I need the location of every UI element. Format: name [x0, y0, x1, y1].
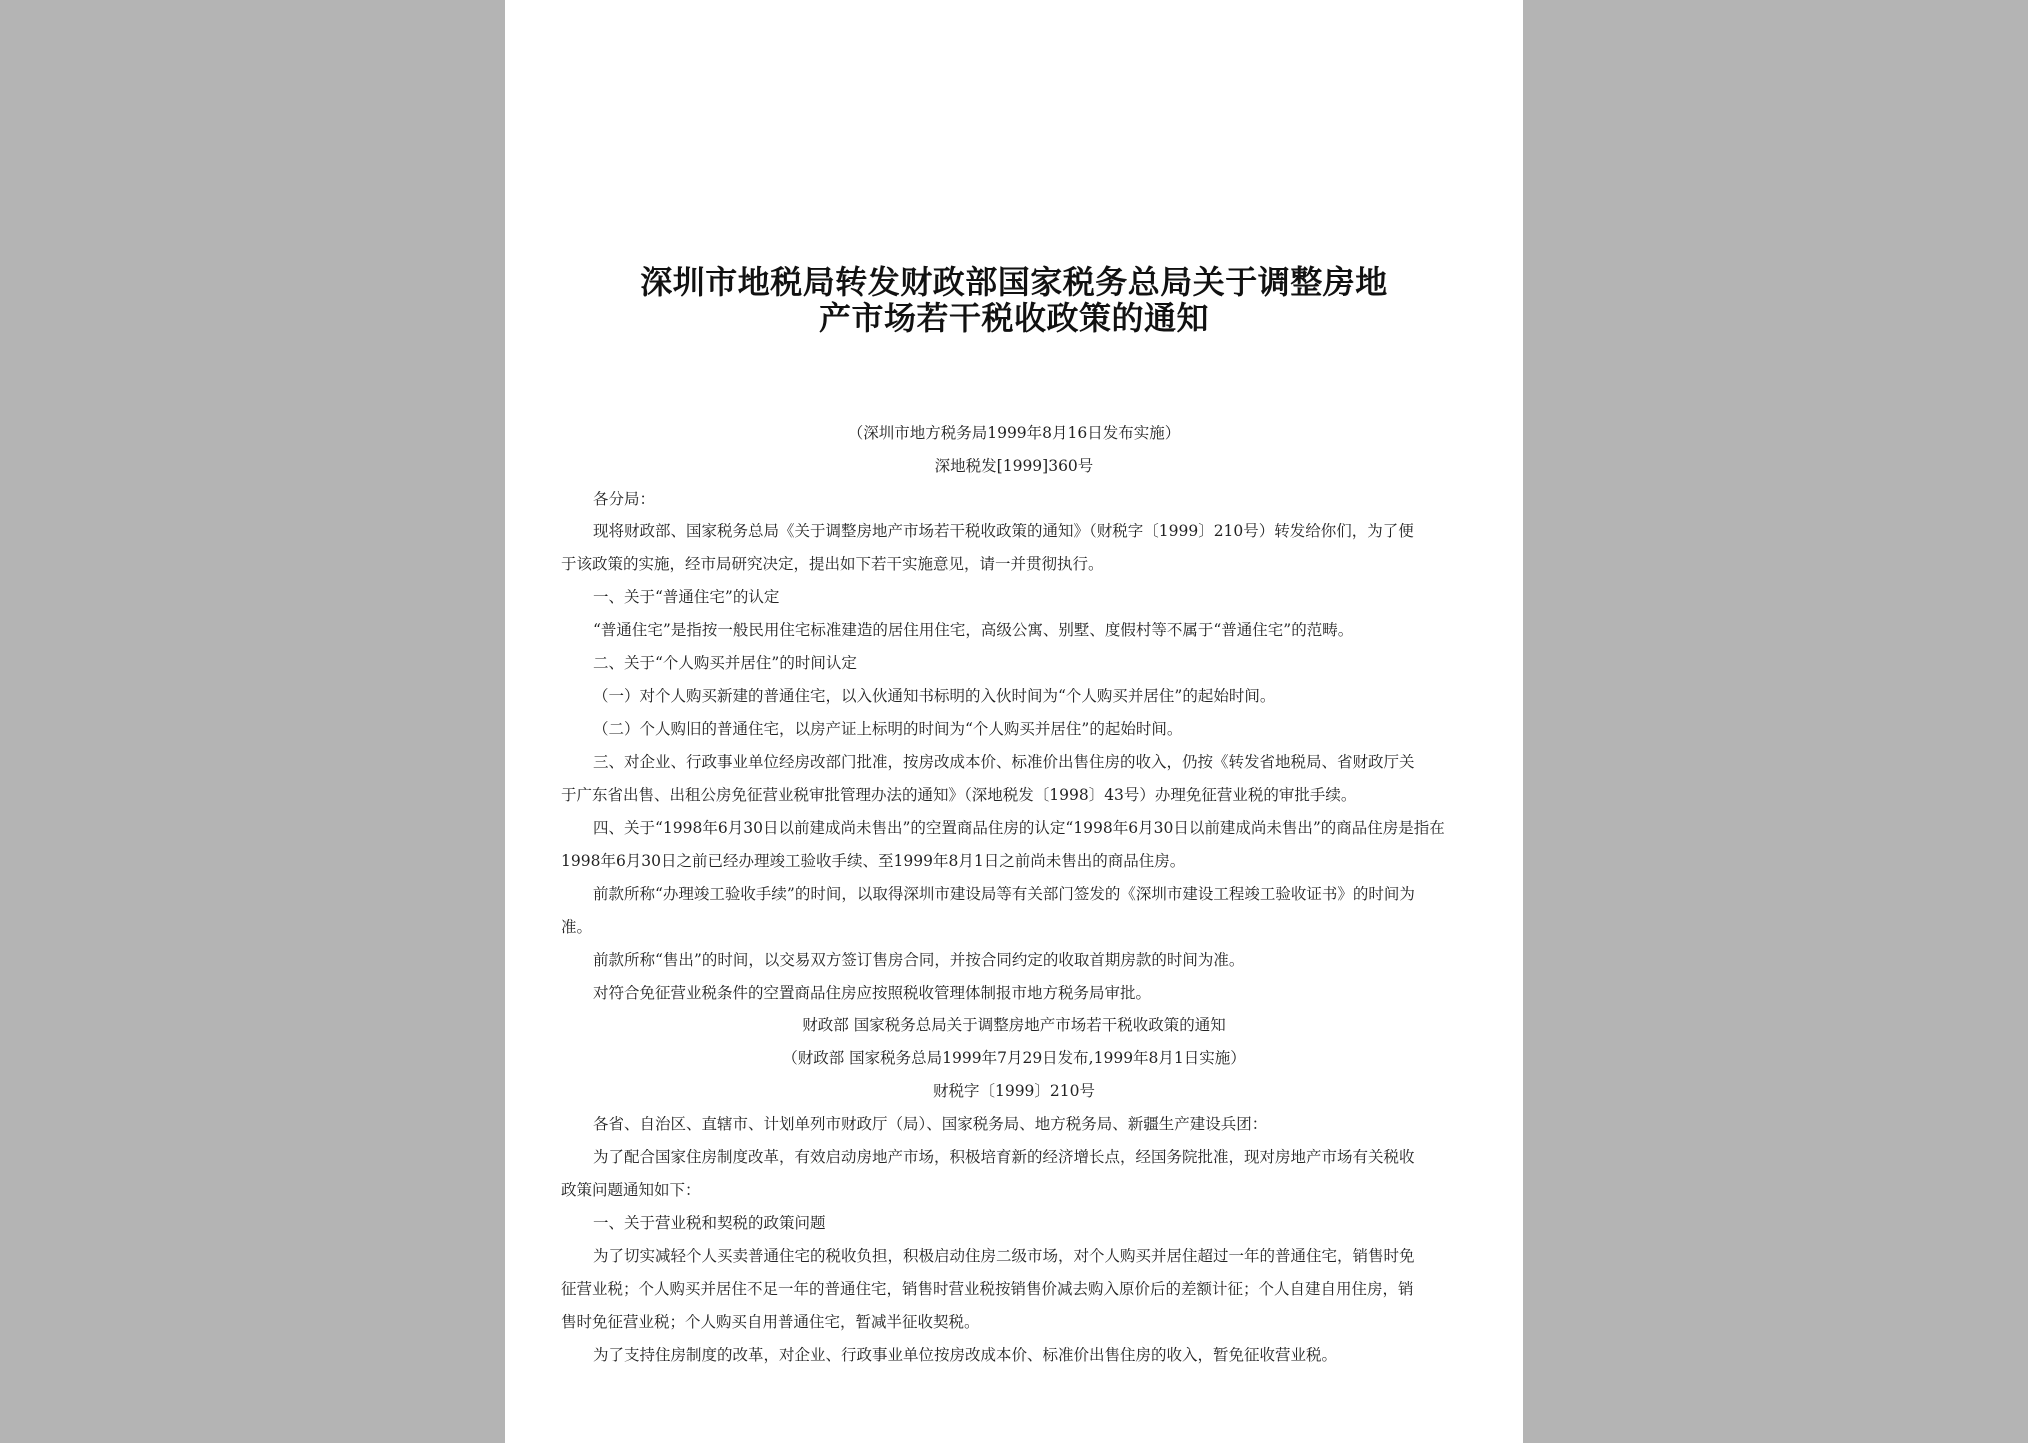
paragraph-line: “普通住宅”是指按一般民用住宅标准建造的居住用住宅，高级公寓、别墅、度假村等不属于“普通住宅”的范畴。	[593, 621, 1354, 639]
paragraph-line: 前款所称“办理竣工验收手续”的时间，以取得深圳市建设局等有关部门签发的《深圳市建设工程竣工验收证书》的时间为	[593, 885, 1415, 903]
paragraph-line: 为了支持住房制度的改革，对企业、行政事业单位按房改成本价、标准价出售住房的收入，暂免征收营业税。	[593, 1346, 1338, 1364]
document-title-line-1: 深圳市地税局转发财政部国家税务总局关于调整房地	[640, 263, 1388, 301]
paragraph-line: 征营业税；个人购买并居住不足一年的普通住宅，销售时营业税按销售价减去购入原价后的差额计征；个人自建自用住房，销	[561, 1280, 1414, 1298]
list-item: （一）对个人购买新建的普通住宅，以入伙通知书标明的入伙时间为“个人购买并居住”的起始时间。	[593, 687, 1276, 705]
paragraph-line: 准。	[561, 918, 593, 936]
paragraph-line: 1998年6月30日之前已经办理竣工验收手续、至1999年8月1日之前尚未售出的商品住房。	[561, 852, 1186, 870]
notice-2-issuer: （财政部 国家税务总局1999年7月29日发布,1999年8月1日实施）	[782, 1049, 1246, 1067]
salutation: 各分局：	[593, 490, 656, 508]
paragraph-line: 四、关于“1998年6月30日以前建成尚未售出”的空置商品住房的认定“1998年6月30日以前建成尚未售出”的商品住房是指在	[593, 819, 1445, 837]
notice-2-number: 财税字〔1999〕210号	[932, 1082, 1096, 1100]
paragraph-line: 政策问题通知如下：	[561, 1181, 701, 1199]
paragraph-line: 为了切实减轻个人买卖普通住宅的税收负担，积极启动住房二级市场，对个人购买并居住超过一年的普通住宅，销售时免	[593, 1247, 1415, 1265]
paragraph-line: 于该政策的实施，经市局研究决定，提出如下若干实施意见，请一并贯彻执行。	[561, 555, 1104, 573]
document-number: 深地税发[1999]360号	[934, 457, 1094, 475]
paragraph-line: 于广东省出售、出租公房免征营业税审批管理办法的通知》（深地税发〔1998〕43号）办理免征营业税的审批手续。	[561, 786, 1357, 804]
paragraph-line: 现将财政部、国家税务总局《关于调整房地产市场若干税收政策的通知》（财税字〔1999〕210号）转发给你们，为了便	[593, 522, 1414, 540]
paragraph-line: 对符合免征营业税条件的空置商品住房应按照税收管理体制报市地方税务局审批。	[593, 984, 1152, 1002]
section-heading: 二、关于“个人购买并居住”的时间认定	[593, 654, 857, 672]
paragraph-line: 三、对企业、行政事业单位经房改部门批准，按房改成本价、标准价出售住房的收入，仍按《转发省地税局、省财政厅关	[593, 753, 1415, 771]
paragraph-line: 售时免征营业税；个人购买自用普通住宅，暂减半征收契税。	[561, 1313, 980, 1331]
paragraph-line: 为了配合国家住房制度改革，有效启动房地产市场，积极培育新的经济增长点，经国务院批准，现对房地产市场有关税收	[593, 1148, 1415, 1166]
issuer-note: （深圳市地方税务局1999年8月16日发布实施）	[847, 424, 1181, 442]
section-heading: 一、关于营业税和契税的政策问题	[593, 1214, 826, 1232]
notice-2-salutation: 各省、自治区、直辖市、计划单列市财政厅（局）、国家税务局、地方税务局、新疆生产建设兵团：	[593, 1115, 1268, 1133]
section-heading: 一、关于“普通住宅”的认定	[593, 588, 780, 606]
notice-2-title: 财政部 国家税务总局关于调整房地产市场若干税收政策的通知	[802, 1016, 1226, 1034]
document-page	[505, 0, 1523, 1443]
list-item: （二）个人购旧的普通住宅，以房产证上标明的时间为“个人购买并居住”的起始时间。	[593, 720, 1183, 738]
document-title-line-2: 产市场若干税收政策的通知	[818, 299, 1209, 337]
paragraph-line: 前款所称“售出”的时间，以交易双方签订售房合同，并按合同约定的收取首期房款的时间为准。	[593, 951, 1245, 969]
